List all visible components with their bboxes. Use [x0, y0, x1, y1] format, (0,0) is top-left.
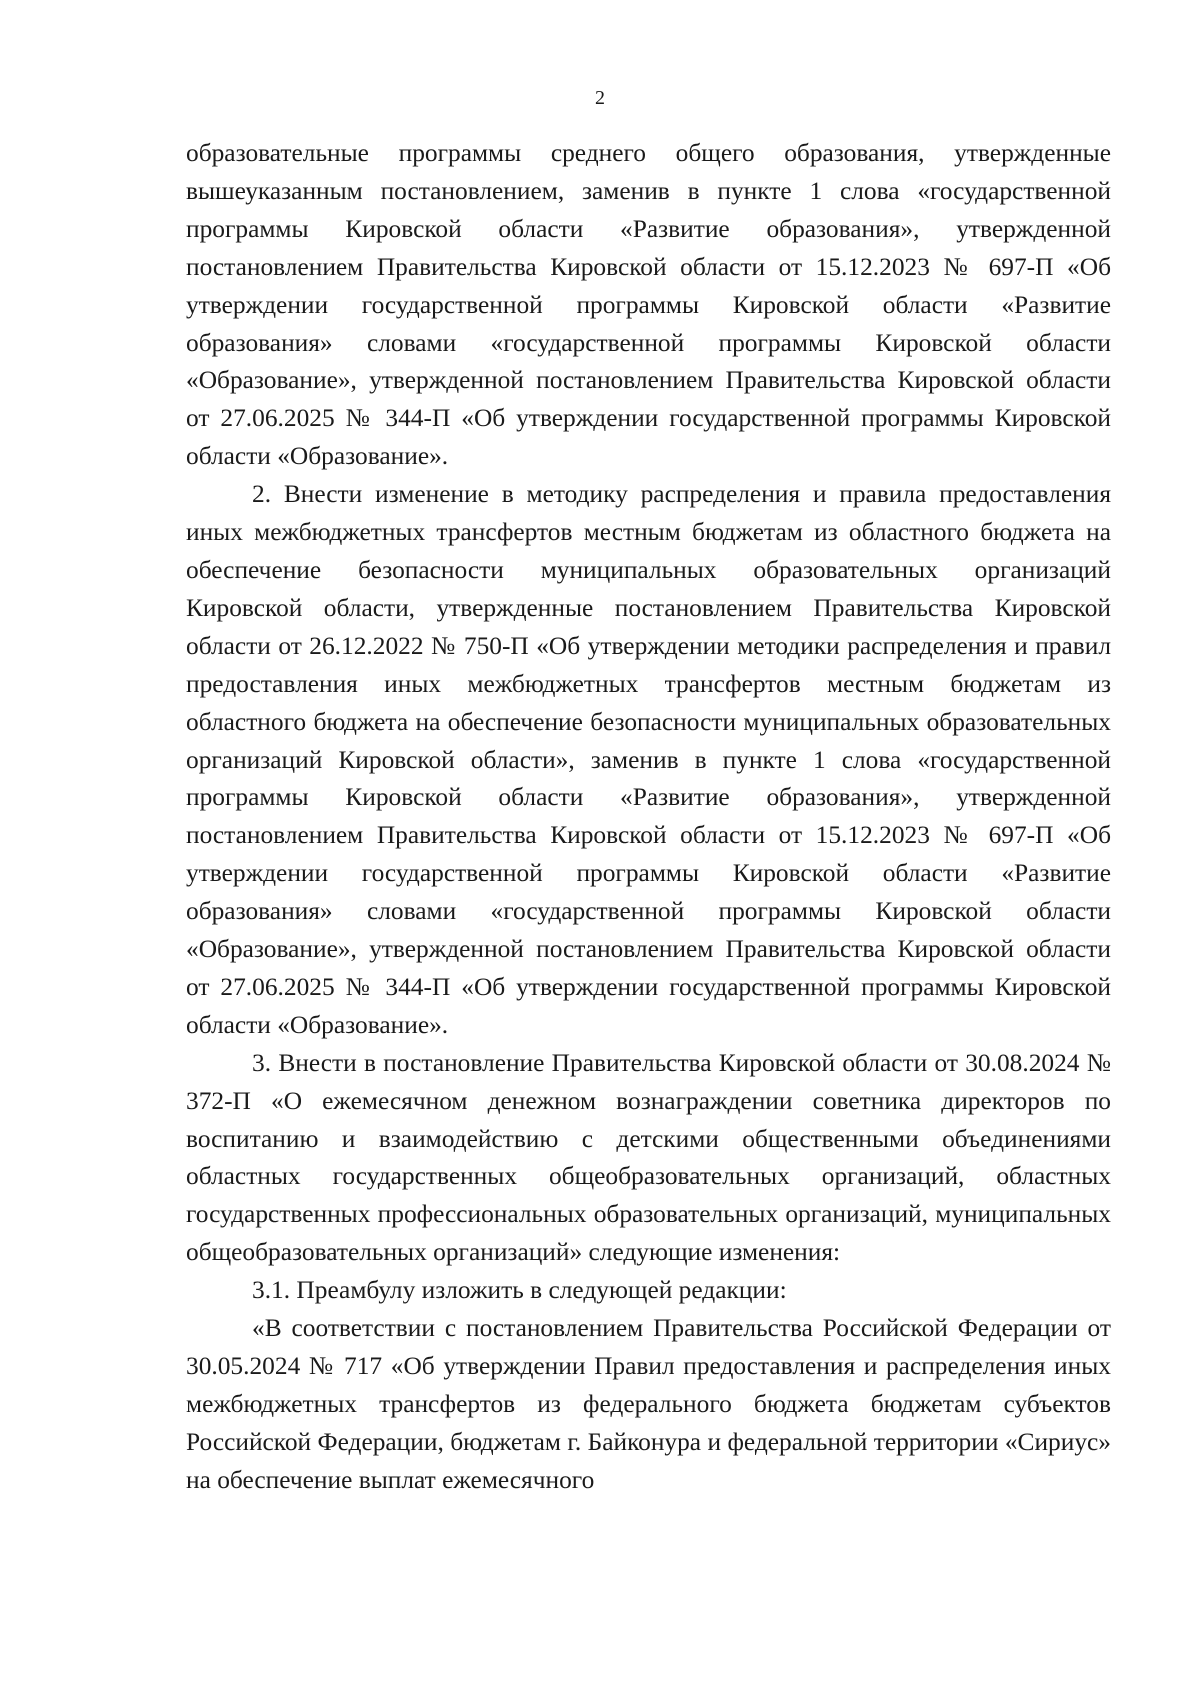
- paragraph-item-3-1: 3.1. Преамбулу изложить в следующей редакции:: [252, 1276, 787, 1305]
- document-body: [186, 135, 1111, 1500]
- paragraph-item-2: 2. Внести изменение в методику распределения и правила предоставления иных межбюджетных трансфертов местным бюджетам из областного бюджета на обеспечение безопасности муниципальных образовательных организаций Кировской области, утвержденные постановлением Правительства Кировской области от 26.12.2022 № 750-П «Об утверждении методики распределения и правил предоставления иных межбюджетных трансфертов местным бюджетам из областного бюджета на обеспечение безопасности муниципальных образовательных организаций Кировской области», заменив в пункте 1 слова «государственной программы Кировской области «Развитие образования», утвержденной постановлением Правительства Кировской области от 15.12.2023 № 697-П «Об утверждении государственной программы Кировской области «Развитие образования» словами «государственной программы Кировской области «Образование», утвержденной постановлением Правительства Кировской области от 27.06.2025 № 344-П «Об утверждении государственной программы Кировской области «Образование».: [186, 480, 1111, 1039]
- paragraph-continuation: образовательные программы среднего общего образования, утвержденные вышеуказанным постановлением, заменив в пункте 1 слова «государственной программы Кировской области «Развитие образования», утвержденной постановлением Правительства Кировской области от 15.12.2023 № 697-П «Об утверждении государственной программы Кировской области «Развитие образования» словами «государственной программы Кировской области «Образование», утвержденной постановлением Правительства Кировской области от 27.06.2025 № 344-П «Об утверждении государственной программы Кировской области «Образование».: [186, 139, 1111, 471]
- paragraph-quoted-preamble: «В соответствии с постановлением Правительства Российской Федерации от 30.05.2024 № 717 «Об утверждении Правил предоставления и распределения иных межбюджетных трансфертов из федерального бюджета бюджетам субъектов Российской Федерации, бюджетам г. Байконура и федеральной территории «Сириус» на обеспечение выплат ежемесячного: [186, 1314, 1111, 1494]
- page-number: 2: [595, 87, 605, 109]
- paragraph-item-3: 3. Внести в постановление Правительства Кировской области от 30.08.2024 № 372-П «О ежемесячном денежном вознаграждении советника директоров по воспитанию и взаимодействию с детскими общественными объединениями областных государственных общеобразовательных организаций, областных государственных профессиональных образовательных организаций, муниципальных общеобразовательных организаций» следующие изменения:: [186, 1048, 1111, 1267]
